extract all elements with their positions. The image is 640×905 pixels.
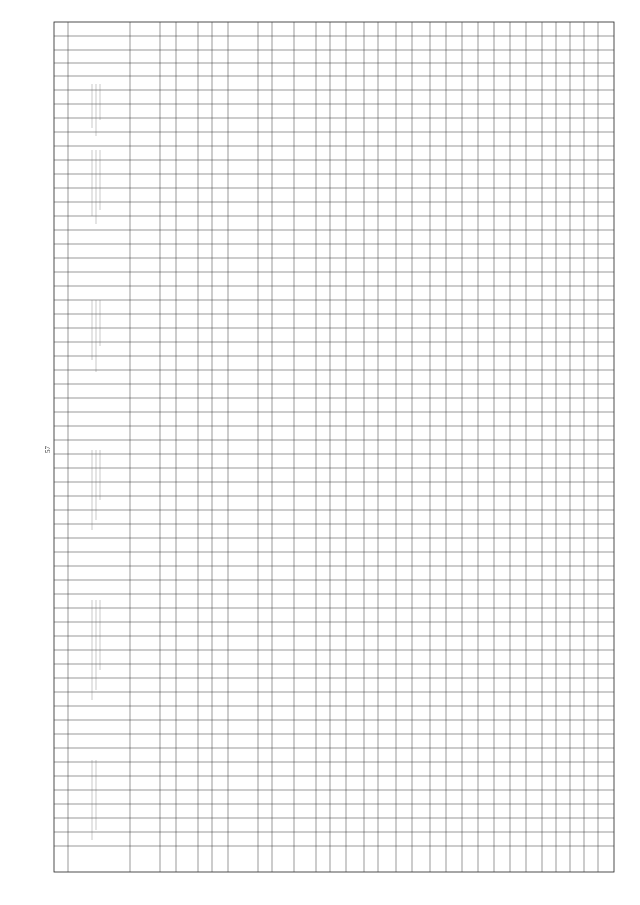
page-number: 57 (44, 446, 52, 453)
